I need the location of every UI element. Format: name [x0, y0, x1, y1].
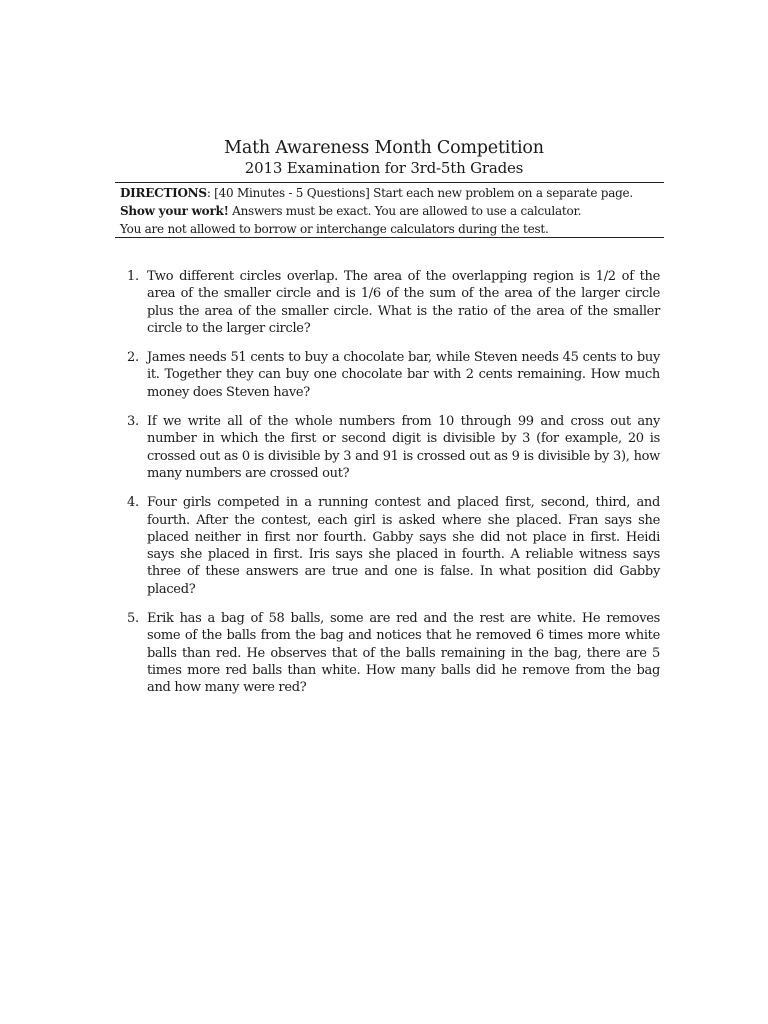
question-5 — [120, 610, 660, 696]
question-number: 1. — [127, 269, 139, 284]
show-work-label: Show your work! — [120, 204, 229, 218]
question-4 — [120, 494, 660, 598]
question-number: 3. — [127, 414, 139, 430]
question-2 — [120, 349, 660, 401]
question-3 — [120, 413, 660, 482]
question-text: Erik has a bag of 58 balls, some are red and the rest are white. He removes some of the balls from the bag and notices that he removed 6 times more white balls than red. He observes that of the balls remaining in the bag, there are 5 times more red balls than white. How many balls did he remove from the bag and how many were red? — [147, 611, 660, 696]
question-text: Two different circles overlap. The area of the overlapping region is 1/2 of the area of the smaller circle and is 1/6 of the sum of the area of the larger circle plus the area of the smaller circle. What is the ratio of the area of the smaller circle to the larger circle? — [147, 269, 660, 336]
exam-subtitle: 2013 Examination for 3rd-5th Grades — [244, 159, 524, 177]
directions-line-1 — [120, 184, 665, 202]
directions-line-1-text: : [40 Minutes - 5 Questions] Start each new problem on a separate page. — [206, 186, 633, 200]
question-1 — [120, 268, 660, 337]
question-number: 5. — [127, 611, 139, 627]
question-text: James needs 51 cents to buy a chocolate bar, while Steven needs 45 cents to buy it. Together they can buy one chocolate bar with 2 cents remaining. How much money does Steven have? — [147, 350, 660, 400]
directions-line-3: You are not allowed to borrow or interchange calculators during the test. — [120, 222, 549, 236]
question-number: 2. — [127, 350, 139, 366]
directions-top-rule — [115, 182, 664, 183]
directions-block — [120, 184, 665, 238]
question-text: If we write all of the whole numbers from 10 through 99 and cross out any number in which the first or second digit is divisible by 3 (for example, 20 is crossed out as 0 is divisible by 3 and 91 is crossed out as 9 is divisible by 3), how many numbers are crossed out? — [147, 414, 660, 481]
directions-line-2 — [120, 202, 665, 220]
directions-bottom-rule — [115, 237, 664, 238]
question-text: Four girls competed in a running contest and placed first, second, third, and fourth. After the contest, each girl is asked where she placed. Fran says she placed neither in first nor fourth. Gabby says she did not place in first. Heidi says she placed in first. Iris says she placed in fourth. A reliable witness says three of these answers are true and one is false. In what position did Gabby placed? — [147, 495, 660, 597]
exam-title: Math Awareness Month Competition — [224, 138, 544, 158]
directions-label: DIRECTIONS — [120, 186, 207, 200]
question-number: 4. — [127, 495, 139, 511]
directions-line-2-text: Answers must be exact. You are allowed to use a calculator. — [228, 204, 582, 218]
question-list — [120, 268, 660, 709]
